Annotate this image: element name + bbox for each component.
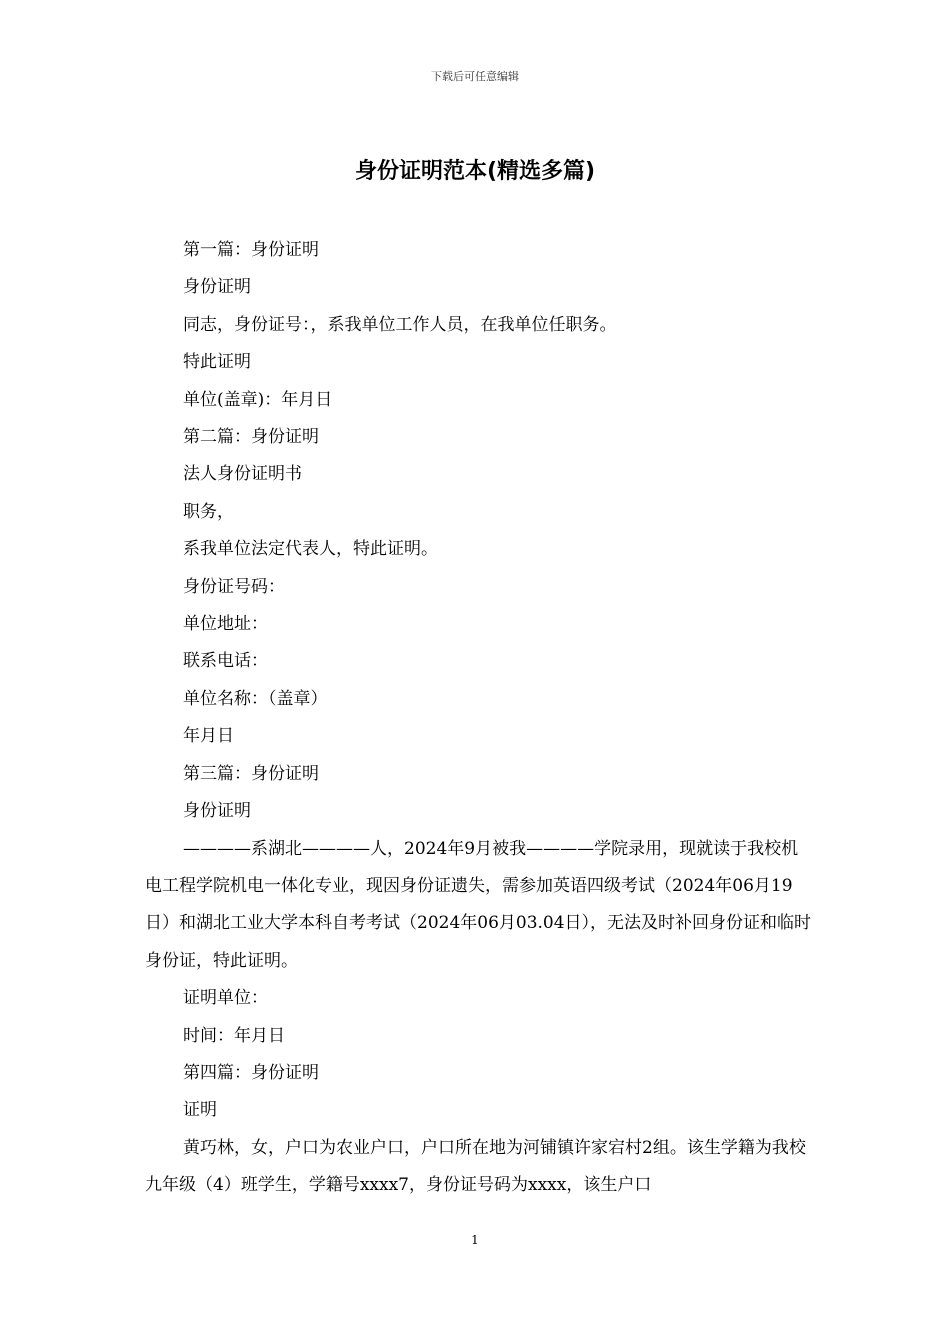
paragraph: 时间：年月日 (183, 1025, 285, 1046)
paragraph: 第四篇：身份证明 (183, 1062, 319, 1083)
paragraph: 证明 (183, 1100, 217, 1121)
paragraph: 特此证明 (183, 352, 251, 373)
document-body (145, 232, 815, 1205)
paragraph: 单位地址： (183, 614, 268, 635)
paragraph: 第一篇：身份证明 (183, 240, 319, 260)
paragraph: 第二篇：身份证明 (183, 427, 319, 448)
page-number: 1 (471, 1233, 479, 1247)
document-title: 身份证明范本(精选多篇) (354, 159, 596, 184)
paragraph: 单位(盖章)：年月日 (183, 389, 333, 410)
page-header: 下载后可任意编辑 (431, 70, 519, 83)
paragraph: 黄巧林，女，户口为农业户口，户口所在地为河铺镇许家宕村2组。该生学籍为我校九年级（4）班学生，学籍号xxxx7，身份证号码为xxxx，该生户口 (145, 1137, 806, 1196)
paragraph: 身份证明 (183, 277, 251, 298)
paragraph: 第三篇：身份证明 (183, 763, 319, 784)
paragraph: 职务， (183, 501, 234, 522)
paragraph: 同志，身份证号：，系我单位工作人员，在我单位任职务。 (183, 314, 617, 335)
paragraph: 身份证明 (183, 801, 251, 822)
paragraph: 身份证号码： (183, 576, 285, 597)
paragraph: 证明单位： (183, 988, 268, 1009)
paragraph: ————系湖北————人，2024年9月被我————学院录用，现就读于我校机电工程学院机电一体化专业，现因身份证遗失，需参加英语四级考试（2024年06月19日）和湖北工业大学本科自考考试（2024年06月03.04日），无法及时补回身份证和临时身份证，特此证明。 (145, 838, 812, 971)
paragraph: 单位名称：（盖章） (183, 688, 328, 709)
paragraph: 年月日 (183, 726, 234, 747)
paragraph: 系我单位法定代表人，特此证明。 (183, 539, 438, 560)
paragraph: 联系电话： (183, 651, 268, 672)
paragraph: 法人身份证明书 (183, 464, 302, 485)
